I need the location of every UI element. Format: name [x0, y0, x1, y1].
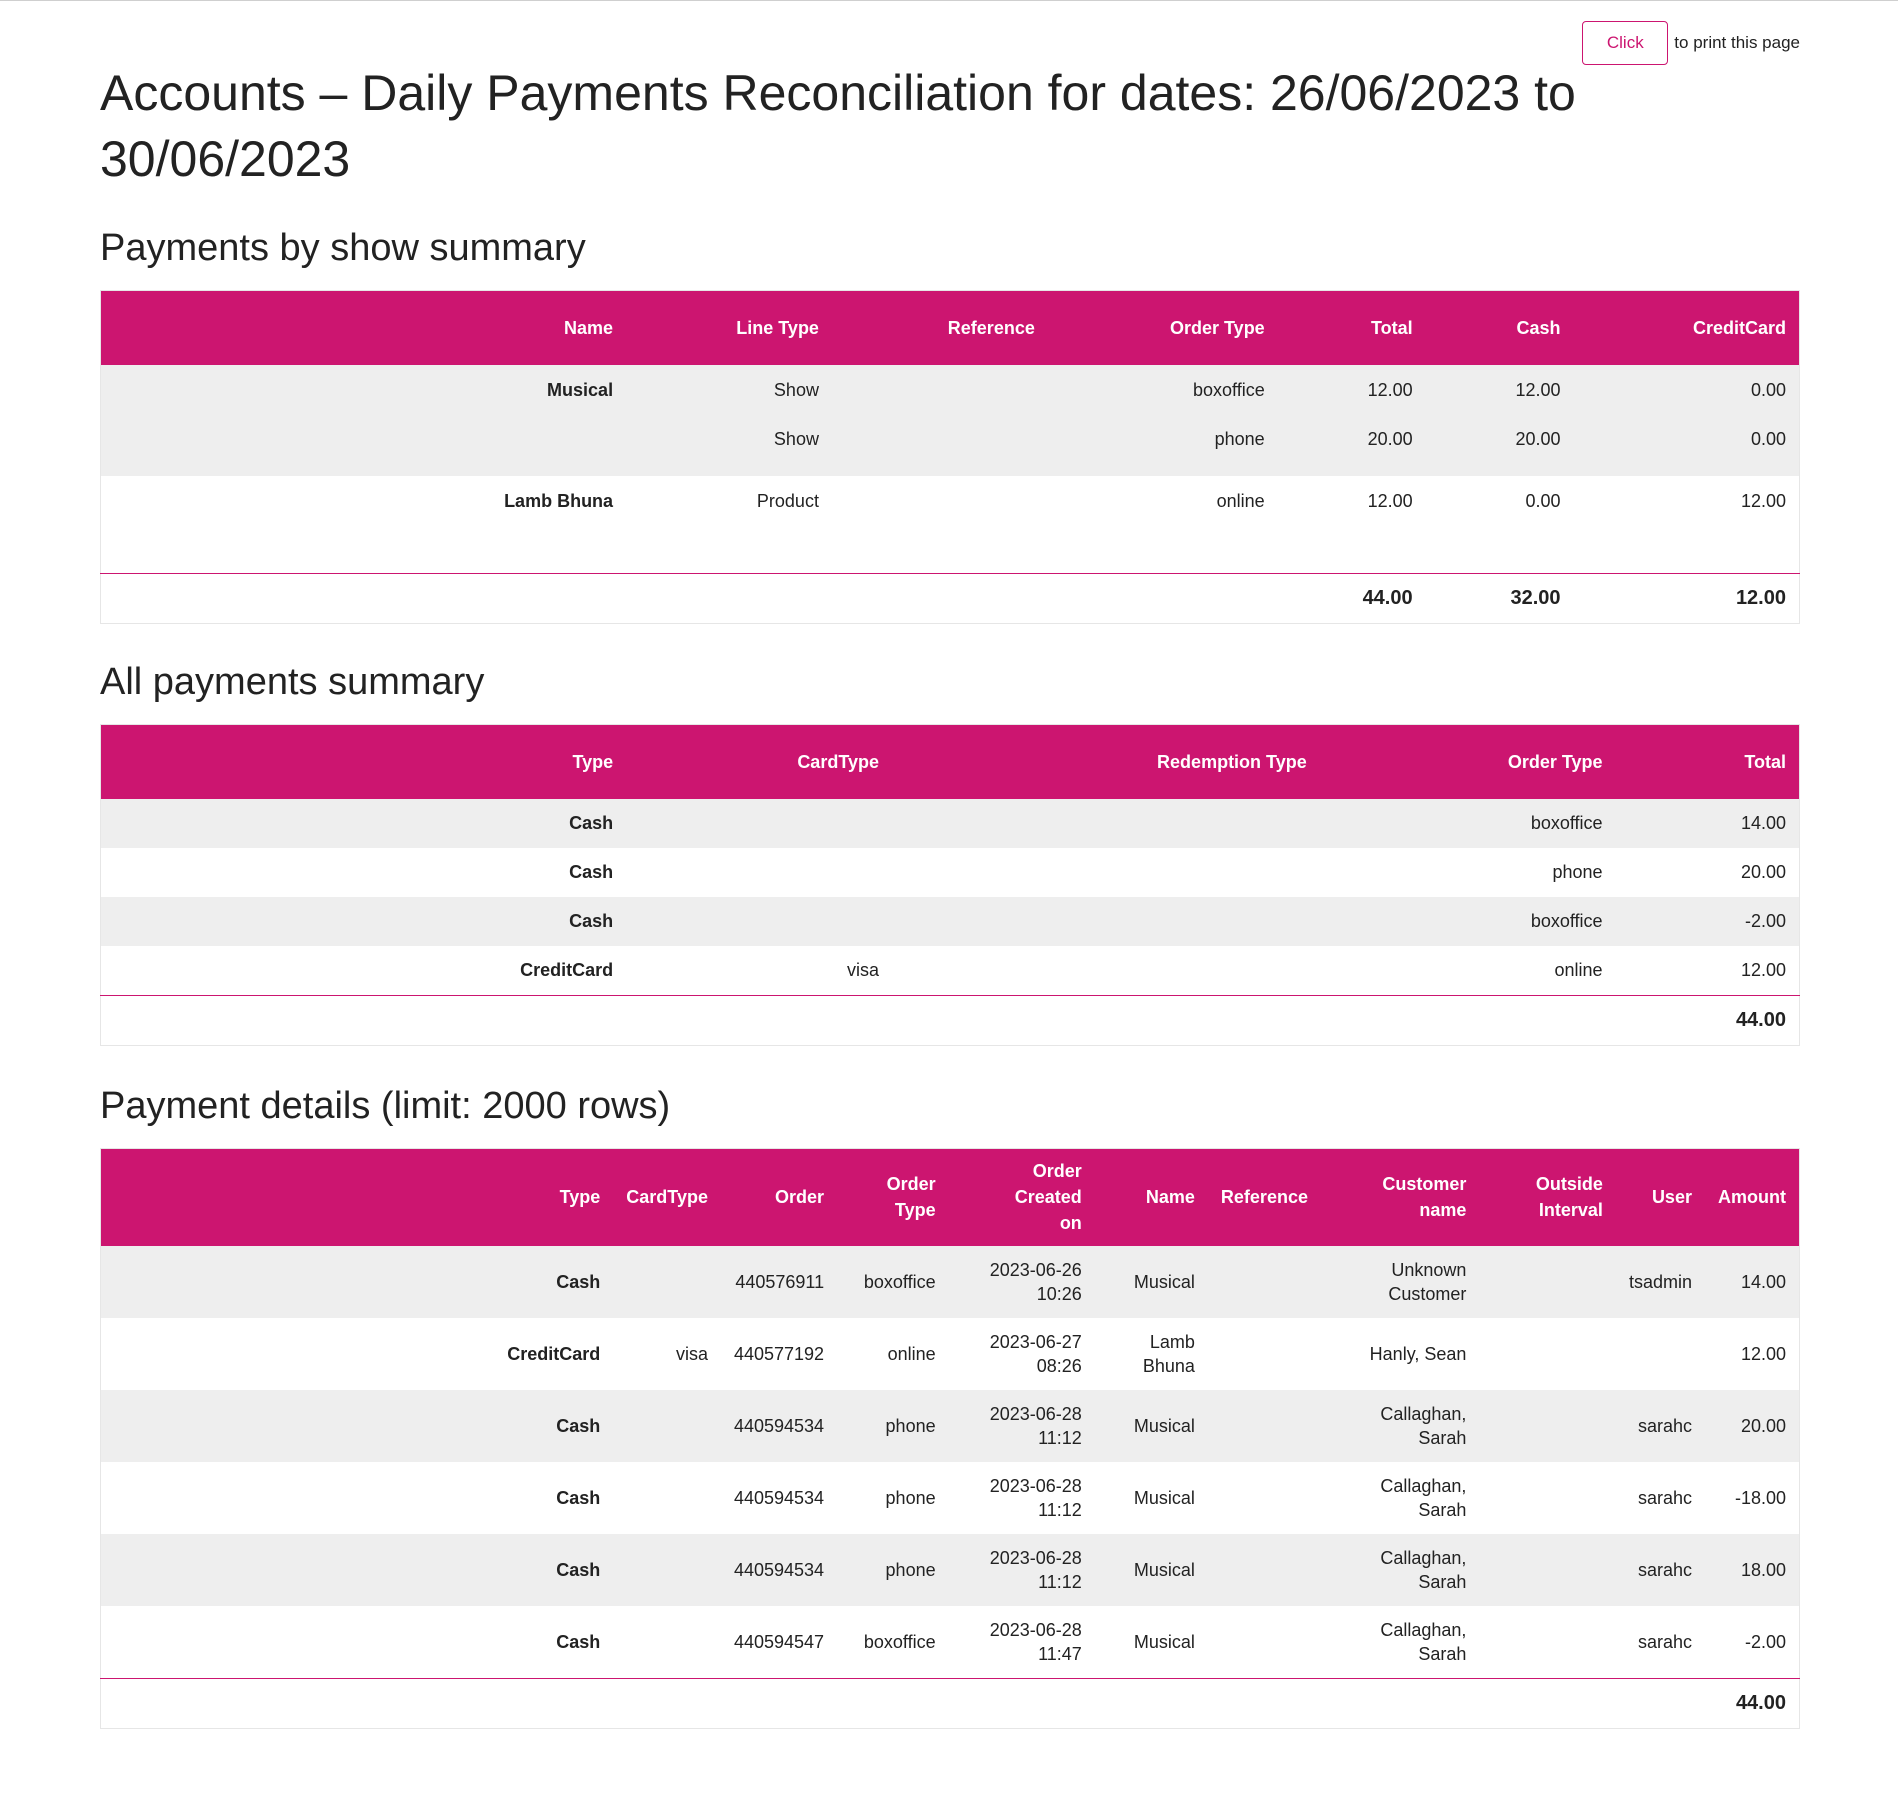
cell-creditcard: 0.00 [1574, 414, 1800, 476]
page-title: Accounts – Daily Payments Reconciliation for dates: 26/06/2023 to 30/06/2023 [100, 65, 1576, 187]
cell-customer-name: Callaghan, Sarah [1321, 1534, 1479, 1606]
cell-order-type: boxoffice [1048, 365, 1278, 414]
cell-reference [1208, 1462, 1321, 1534]
totals-row [101, 1678, 1800, 1728]
show-summary-table [100, 290, 1800, 624]
col-order[interactable]: Order [721, 1148, 837, 1246]
col-creditcard[interactable]: CreditCard [1574, 291, 1800, 366]
cell-order: 440576911 [721, 1246, 837, 1318]
cell-total: 12.00 [1616, 946, 1800, 996]
cell-cash: 20.00 [1426, 414, 1574, 476]
col-name[interactable]: Name [1095, 1148, 1208, 1246]
cell-reference [832, 414, 1048, 476]
table-row [101, 1534, 1800, 1606]
cell-creditcard: 12.00 [1574, 476, 1800, 573]
creditcard-sum: 12.00 [1574, 573, 1800, 623]
col-order-type[interactable]: Order Type [1320, 724, 1616, 799]
cash-sum: 32.00 [1426, 573, 1574, 623]
table-row [101, 1462, 1800, 1534]
cell-outside-interval [1479, 1606, 1616, 1679]
cell-cardtype [613, 1390, 721, 1462]
cell-total: 12.00 [1278, 476, 1426, 573]
cell-user: sarahc [1616, 1390, 1705, 1462]
cell-redemption-type [892, 848, 1320, 897]
cell-customer-name: Callaghan, Sarah [1321, 1462, 1479, 1534]
cell-cardtype [626, 897, 892, 946]
cell-order-type: phone [837, 1390, 949, 1462]
cell-amount: -2.00 [1705, 1606, 1800, 1679]
cell-order-type: online [1320, 946, 1616, 996]
cell-reference [832, 365, 1048, 414]
cell-type: Cash [101, 1390, 614, 1462]
print-note: to print this page [1674, 33, 1800, 52]
cell-cardtype [626, 799, 892, 848]
cell-name: Musical [101, 365, 627, 414]
cell-reference [1208, 1390, 1321, 1462]
grand-total: 44.00 [1616, 995, 1800, 1045]
col-order-type[interactable]: Order Type [837, 1148, 949, 1246]
cell-type: Cash [101, 799, 627, 848]
cell-customer-name: Callaghan, Sarah [1321, 1390, 1479, 1462]
cell-type: Cash [101, 1462, 614, 1534]
cell-amount: 12.00 [1705, 1318, 1800, 1390]
cell-outside-interval [1479, 1390, 1616, 1462]
cell-cardtype [613, 1606, 721, 1679]
all-payments-heading: All payments summary [100, 660, 485, 703]
cell-order-type: phone [1320, 848, 1616, 897]
cell-user [1616, 1318, 1705, 1390]
cell-line-type: Show [626, 414, 832, 476]
cell-name: Lamb Bhuna [1095, 1318, 1208, 1390]
cell-order-type: boxoffice [1320, 799, 1616, 848]
totals-row [101, 573, 1800, 623]
top-divider [0, 0, 1898, 1]
cell-total: -2.00 [1616, 897, 1800, 946]
cell-order: 440594534 [721, 1462, 837, 1534]
cell-redemption-type [892, 946, 1320, 996]
print-button[interactable]: Click [1582, 21, 1668, 65]
col-total[interactable]: Total [1616, 724, 1800, 799]
cell-reference [1208, 1606, 1321, 1679]
cell-outside-interval [1479, 1318, 1616, 1390]
show-summary-heading: Payments by show summary [100, 227, 586, 269]
table-row [101, 897, 1800, 946]
cell-redemption-type [892, 799, 1320, 848]
cell-total: 20.00 [1278, 414, 1426, 476]
cell-name: Musical [1095, 1246, 1208, 1318]
cell-cardtype: visa [626, 946, 892, 996]
grand-total: 44.00 [1705, 1678, 1800, 1728]
table-row [101, 1606, 1800, 1679]
cell-cardtype: visa [613, 1318, 721, 1390]
cell-name [101, 414, 627, 476]
cell-type: Cash [101, 848, 627, 897]
table-row [101, 946, 1800, 996]
cell-amount: 14.00 [1705, 1246, 1800, 1318]
cell-cardtype [613, 1246, 721, 1318]
cell-total: 12.00 [1278, 365, 1426, 414]
cell-redemption-type [892, 897, 1320, 946]
col-user[interactable]: User [1616, 1148, 1705, 1246]
cell-order: 440594534 [721, 1534, 837, 1606]
cell-customer-name: Hanly, Sean [1321, 1318, 1479, 1390]
col-order-created-on[interactable]: Order Created on [949, 1148, 1095, 1246]
table-row [101, 365, 1800, 414]
table-header-row [101, 291, 1800, 366]
cell-reference [832, 476, 1048, 573]
cell-order-created: 2023-06-28 11:12 [949, 1534, 1095, 1606]
col-cardtype[interactable]: CardType [613, 1148, 721, 1246]
cell-reference [1208, 1534, 1321, 1606]
table-header-row [101, 724, 1800, 799]
cell-user: sarahc [1616, 1606, 1705, 1679]
cell-outside-interval [1479, 1246, 1616, 1318]
cell-name: Musical [1095, 1606, 1208, 1679]
payment-details-heading: Payment details (limit: 2000 rows) [100, 1084, 671, 1127]
cell-cash: 12.00 [1426, 365, 1574, 414]
col-amount[interactable]: Amount [1705, 1148, 1800, 1246]
cell-order: 440577192 [721, 1318, 837, 1390]
cell-order-type: online [837, 1318, 949, 1390]
cell-type: CreditCard [101, 946, 627, 996]
cell-user: tsadmin [1616, 1246, 1705, 1318]
payment-details-table [100, 1148, 1800, 1729]
cell-customer-name: Unknown Customer [1321, 1246, 1479, 1318]
table-row [101, 1390, 1800, 1462]
cell-order-type: boxoffice [837, 1606, 949, 1679]
cell-outside-interval [1479, 1534, 1616, 1606]
cell-cash: 0.00 [1426, 476, 1574, 573]
table-row [101, 476, 1800, 573]
cell-type: Cash [101, 897, 627, 946]
cell-name: Musical [1095, 1390, 1208, 1462]
cell-reference [1208, 1318, 1321, 1390]
cell-name: Musical [1095, 1462, 1208, 1534]
cell-order-type: phone [837, 1534, 949, 1606]
col-reference[interactable]: Reference [1208, 1148, 1321, 1246]
cell-amount: -18.00 [1705, 1462, 1800, 1534]
cell-order-created: 2023-06-26 10:26 [949, 1246, 1095, 1318]
col-line-type[interactable]: Line Type [626, 291, 832, 366]
totals-row [101, 995, 1800, 1045]
col-redemption-type[interactable]: Redemption Type [892, 724, 1320, 799]
cell-cardtype [626, 848, 892, 897]
cell-amount: 20.00 [1705, 1390, 1800, 1462]
cell-order-created: 2023-06-28 11:47 [949, 1606, 1095, 1679]
total-sum: 44.00 [1278, 573, 1426, 623]
cell-amount: 18.00 [1705, 1534, 1800, 1606]
col-order-type[interactable]: Order Type [1048, 291, 1278, 366]
all-payments-table [100, 724, 1800, 1046]
print-controls [1582, 21, 1800, 65]
col-cash[interactable]: Cash [1426, 291, 1574, 366]
cell-order-type: boxoffice [837, 1246, 949, 1318]
cell-line-type: Product [626, 476, 832, 573]
cell-creditcard: 0.00 [1574, 365, 1800, 414]
cell-order-type: phone [1048, 414, 1278, 476]
cell-name: Musical [1095, 1534, 1208, 1606]
cell-name: Lamb Bhuna [101, 476, 627, 573]
cell-order-created: 2023-06-28 11:12 [949, 1390, 1095, 1462]
cell-order: 440594547 [721, 1606, 837, 1679]
cell-type: Cash [101, 1246, 614, 1318]
cell-order: 440594534 [721, 1390, 837, 1462]
table-row [101, 1246, 1800, 1318]
col-type[interactable]: Type [101, 724, 627, 799]
table-row [101, 799, 1800, 848]
cell-line-type: Show [626, 365, 832, 414]
cell-outside-interval [1479, 1462, 1616, 1534]
cell-cardtype [613, 1462, 721, 1534]
table-header-row [101, 1148, 1800, 1246]
col-cardtype[interactable]: CardType [626, 724, 892, 799]
col-total[interactable]: Total [1278, 291, 1426, 366]
col-type[interactable]: Type [101, 1148, 614, 1246]
main-content [100, 60, 1800, 1729]
cell-user: sarahc [1616, 1534, 1705, 1606]
cell-type: CreditCard [101, 1318, 614, 1390]
cell-type: Cash [101, 1534, 614, 1606]
cell-customer-name: Callaghan, Sarah [1321, 1606, 1479, 1679]
col-customer-name[interactable]: Customer name [1321, 1148, 1479, 1246]
cell-order-type: phone [837, 1462, 949, 1534]
cell-order-type: online [1048, 476, 1278, 573]
cell-total: 20.00 [1616, 848, 1800, 897]
col-outside-interval[interactable]: Outside Interval [1479, 1148, 1616, 1246]
cell-total: 14.00 [1616, 799, 1800, 848]
col-reference[interactable]: Reference [832, 291, 1048, 366]
cell-cardtype [613, 1534, 721, 1606]
col-name[interactable]: Name [101, 291, 627, 366]
cell-order-created: 2023-06-28 11:12 [949, 1462, 1095, 1534]
cell-type: Cash [101, 1606, 614, 1679]
table-row [101, 848, 1800, 897]
cell-reference [1208, 1246, 1321, 1318]
table-row [101, 414, 1800, 476]
cell-order-created: 2023-06-27 08:26 [949, 1318, 1095, 1390]
cell-user: sarahc [1616, 1462, 1705, 1534]
cell-order-type: boxoffice [1320, 897, 1616, 946]
table-row [101, 1318, 1800, 1390]
